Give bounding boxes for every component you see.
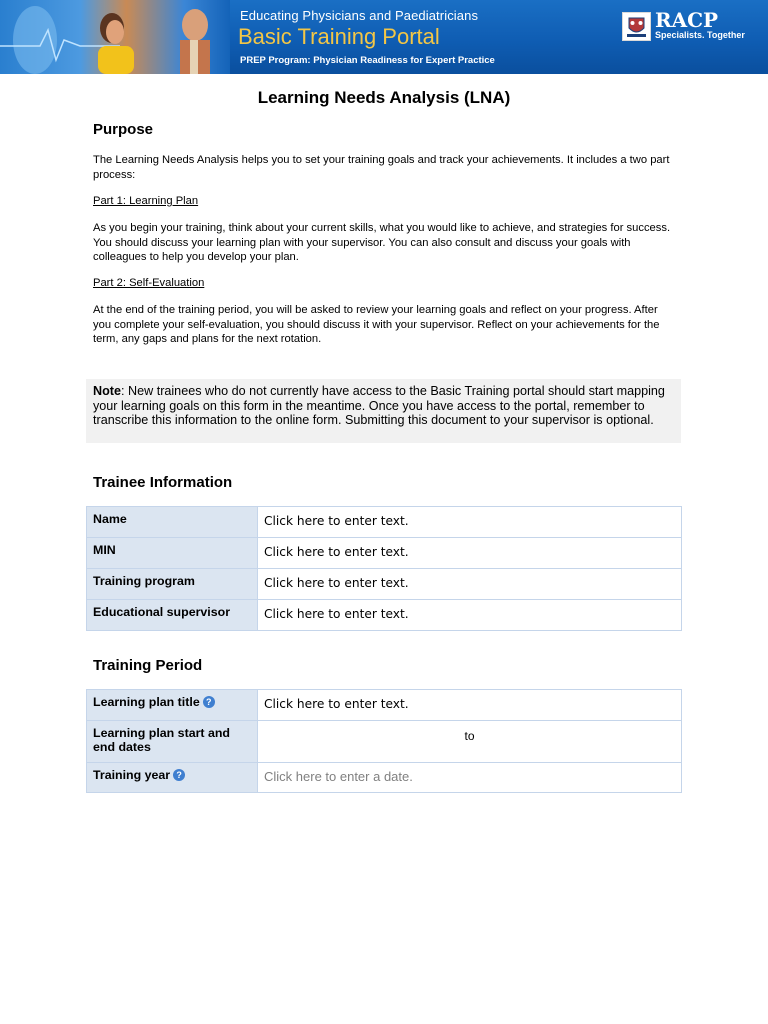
- banner-title: Basic Training Portal: [238, 24, 440, 49]
- banner-image: [0, 0, 230, 74]
- purpose-heading: Purpose: [93, 121, 154, 138]
- part2-heading: Part 2: Self-Evaluation: [93, 277, 205, 289]
- document-title: Learning Needs Analysis (LNA): [257, 88, 511, 107]
- table-row: [87, 538, 682, 569]
- table-row: [87, 569, 682, 600]
- training-program-field[interactable]: Click here to enter text.: [258, 569, 682, 600]
- banner-subtitle: PREP Program: Physician Readiness for Expert Practice: [240, 55, 495, 66]
- training-year-label: Training year: [93, 768, 171, 782]
- learning-plan-dates-field[interactable]: to: [258, 721, 682, 763]
- training-period-table: [86, 689, 682, 793]
- racp-crest-logo: [622, 12, 651, 41]
- table-row: [87, 690, 682, 721]
- trainee-info-table: [86, 506, 682, 631]
- learning-plan-title-field[interactable]: Click here to enter text.: [258, 690, 682, 721]
- min-label: MIN: [87, 538, 258, 569]
- name-field[interactable]: Click here to enter text.: [258, 507, 682, 538]
- table-row: [87, 507, 682, 538]
- training-program-label: Training program: [87, 569, 258, 600]
- table-row: [87, 763, 682, 793]
- part2-text: At the end of the training period, you will be asked to review your learning goals and reflect on your progress. After you complete your self-evaluation, you should discuss it with your supervisor. Reflect on your achievements for the term, any gaps and plans for the next rotation.: [93, 304, 660, 345]
- training-year-label-cell: [87, 763, 258, 793]
- racp-tagline: Specialists. Together: [655, 30, 745, 40]
- racp-logo-text: RACP: [655, 8, 719, 32]
- table-row: [87, 721, 682, 763]
- trainee-info-heading: Trainee Information: [93, 474, 233, 491]
- portal-banner: [0, 0, 768, 74]
- table-row: [87, 600, 682, 631]
- name-label: Name: [87, 507, 258, 538]
- educational-supervisor-label: Educational supervisor: [87, 600, 258, 631]
- training-year-date-field[interactable]: Click here to enter a date.: [258, 763, 682, 793]
- training-period-heading: Training Period: [93, 657, 203, 674]
- min-field[interactable]: Click here to enter text.: [258, 538, 682, 569]
- note-text: : New trainees who do not currently have access to the Basic Training portal should start mapping your learning goals on this form in the meantime. Once you have access to the portal, remember to transcribe this information to the online form. Submitting this document to your supervisor is optional.: [93, 384, 665, 427]
- educational-supervisor-field[interactable]: Click here to enter text.: [258, 600, 682, 631]
- part1-heading: Part 1: Learning Plan: [93, 195, 199, 207]
- part1-text: As you begin your training, think about your current skills, what you would like to achieve, and strategies for success. You should discuss your learning plan with your supervisor. You can also consult and discuss your goals with colleagues to help you develop your plan.: [93, 222, 671, 263]
- learning-plan-title-label-cell: [87, 690, 258, 721]
- note-box: [86, 379, 681, 443]
- banner-line1: Educating Physicians and Paediatricians: [240, 8, 479, 23]
- note-label: Note: [93, 384, 121, 398]
- learning-plan-dates-label: Learning plan start and end dates: [87, 721, 258, 763]
- learning-plan-title-label: Learning plan title: [93, 695, 200, 709]
- help-icon[interactable]: ?: [173, 769, 185, 781]
- help-icon[interactable]: ?: [203, 696, 215, 708]
- purpose-text: The Learning Needs Analysis helps you to set your training goals and track your achievements. It includes a two part process:: [93, 154, 670, 181]
